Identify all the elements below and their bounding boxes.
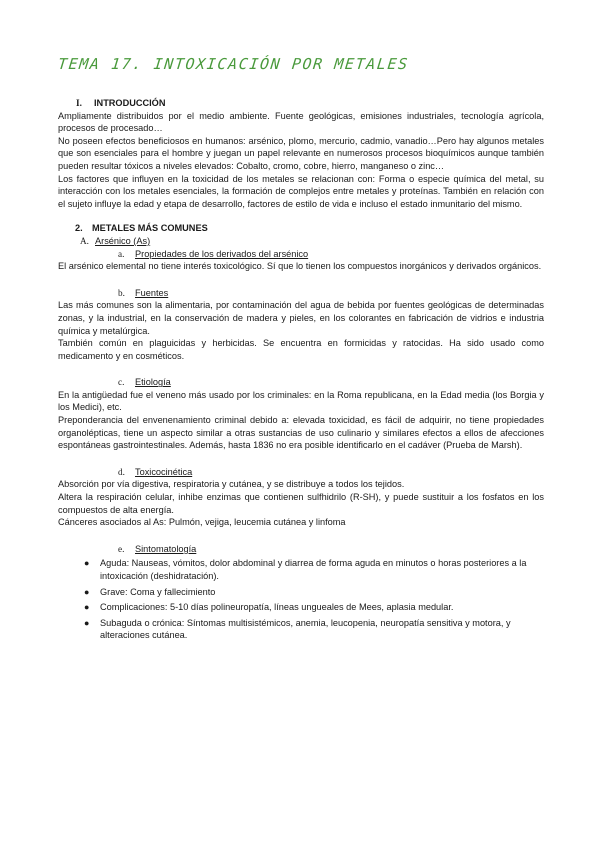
- heading-fuentes: [58, 287, 544, 300]
- list-item-text: Complicaciones: 5-10 días polineuropatía, líneas ungueales de Mees, aplasia medular.: [100, 602, 454, 613]
- heading-sintomatologia-label: Sintomatología: [135, 543, 197, 554]
- etiologia-paragraph-2: Preponderancia del envenenamiento criminal debido a: elevada toxicidad, es fácil de adquirir, no tiene propiedades organolépticas, tiene un aspecto similar a otras sustancias de uso culinario y similares efectos a ellos de afecciones espontáneas gastrointestinales. Además, hasta 1836 no era posible identificarlo en el cadáver (Prueba de Marsh).: [58, 415, 544, 451]
- toxicocinetica-paragraph-1: Absorción por vía digestiva, respiratoria y cutánea, y se distribuye a todos los tejidos.: [58, 479, 405, 490]
- etiologia-paragraph-1: En la antigüedad fue el veneno más usado por los criminales: en la Roma republicana, en la Edad media (los Borgia y los Medici), etc.: [58, 389, 544, 413]
- fuentes-paragraph-1: Las más comunes son la alimentaria, por contaminación del agua de bebida por fuentes geológicas de determinadas zonas, y la industrial, en la conservación de madera y pieles, en los colorantes en fabricación de vidrios e industria química y metalúrgica.: [58, 300, 544, 336]
- list-item: [58, 557, 544, 582]
- section2-heading: [58, 222, 544, 235]
- heading-fuentes-number: b.: [118, 287, 125, 298]
- intro-number: I.: [76, 98, 82, 108]
- heading-toxicocinetica-label: Toxicocinética: [135, 466, 193, 477]
- section2-heading-label: METALES MÁS COMUNES: [92, 223, 208, 234]
- heading-sintomatologia: [58, 543, 544, 556]
- intro-paragraph-2: No poseen efectos beneficiosos en humanos: arsénico, plomo, mercurio, cadmio, vanadio…Pero hay algunos metales que son esenciales para el hombre y juegan un papel relevante en numerosos procesos bioquímicos aunque también pueden resultar tóxicos a niveles elevados: Cobalto, cromo, cobre, hierro, manganeso o zinc…: [58, 135, 544, 171]
- heading-sintomatologia-number: e.: [118, 543, 125, 554]
- list-item: [58, 601, 544, 614]
- bullet-icon: ●: [84, 617, 90, 628]
- intro-paragraph-1: Ampliamente distribuidos por el medio ambiente. Fuente geológicas, emisiones industriales, tecnología agrícola, procesos de procesado…: [58, 110, 544, 134]
- bullet-icon: ●: [84, 558, 90, 569]
- bullet-icon: ●: [84, 586, 90, 597]
- heading-etiologia: [58, 376, 544, 389]
- heading-fuentes-label: Fuentes: [135, 287, 169, 298]
- heading-propiedades-label: Propiedades de los derivados del arsénico: [135, 248, 309, 259]
- page-title: TEMA 17. INTOXICACIÓN POR METALES: [57, 55, 410, 73]
- list-item: [58, 586, 544, 599]
- document-body: [58, 97, 544, 645]
- list-item-text: Grave: Coma y fallecimiento: [100, 586, 216, 597]
- heading-propiedades: [58, 248, 544, 261]
- heading-etiologia-label: Etiología: [135, 377, 171, 388]
- heading-toxicocinetica: [58, 466, 544, 479]
- heading-etiologia-number: c.: [118, 377, 125, 388]
- intro-paragraph-3: Los factores que influyen en la toxicidad de los metales se relacionan con: Forma o especie química del metal, su interacción con los metales esenciales, la formación de complejos entre metales y proteínas. También en relación con el sujeto influye la edad y etapa de desarrollo, factores de estilo de vida e incluso el estado inmunitario del mismo.: [58, 173, 544, 209]
- heading-propiedades-number: a.: [118, 248, 125, 259]
- subsection-arsenico-label: Arsénico (As): [95, 235, 151, 246]
- bullet-icon: ●: [84, 602, 90, 613]
- sintomatologia-list: [58, 557, 544, 642]
- subsection-arsenico-number: A.: [80, 235, 89, 246]
- intro-heading-label: INTRODUCCIÓN: [94, 98, 166, 108]
- list-item-text: Subaguda o crónica: Síntomas multisistémicos, anemia, leucopenia, neuropatía sensitiva y motora, y alteraciones cutánea.: [100, 617, 511, 641]
- intro-heading: [58, 97, 544, 110]
- list-item-text: Aguda: Nauseas, vómitos, dolor abdominal y diarrea de forma aguda en minutos o horas posteriores a la intoxicación (deshidratación).: [100, 558, 527, 581]
- toxicocinetica-paragraph-3: Cánceres asociados al As: Pulmón, vejiga, leucemia cutánea y linfoma: [58, 517, 346, 528]
- list-item: [58, 617, 544, 642]
- fuentes-paragraph-2: También común en plaguicidas y herbicidas. Se encuentra en formicidas y ratocidas. Ha sido usado como medicamento y en cosméticos.: [58, 338, 544, 361]
- subsection-arsenico: [58, 235, 544, 248]
- toxicocinetica-paragraph-2: Altera la respiración celular, inhibe enzimas que contienen sulfhidrilo (R-SH), y puede sustituir a los fosfatos en los compuestos de alta energía.: [58, 492, 544, 515]
- heading-toxicocinetica-number: d.: [118, 466, 125, 477]
- propiedades-paragraph-1: El arsénico elemental no tiene interés toxicológico. Sí que lo tienen los compuestos inorgánicos y derivados orgánicos.: [58, 261, 542, 272]
- section2-number: 2.: [75, 223, 83, 234]
